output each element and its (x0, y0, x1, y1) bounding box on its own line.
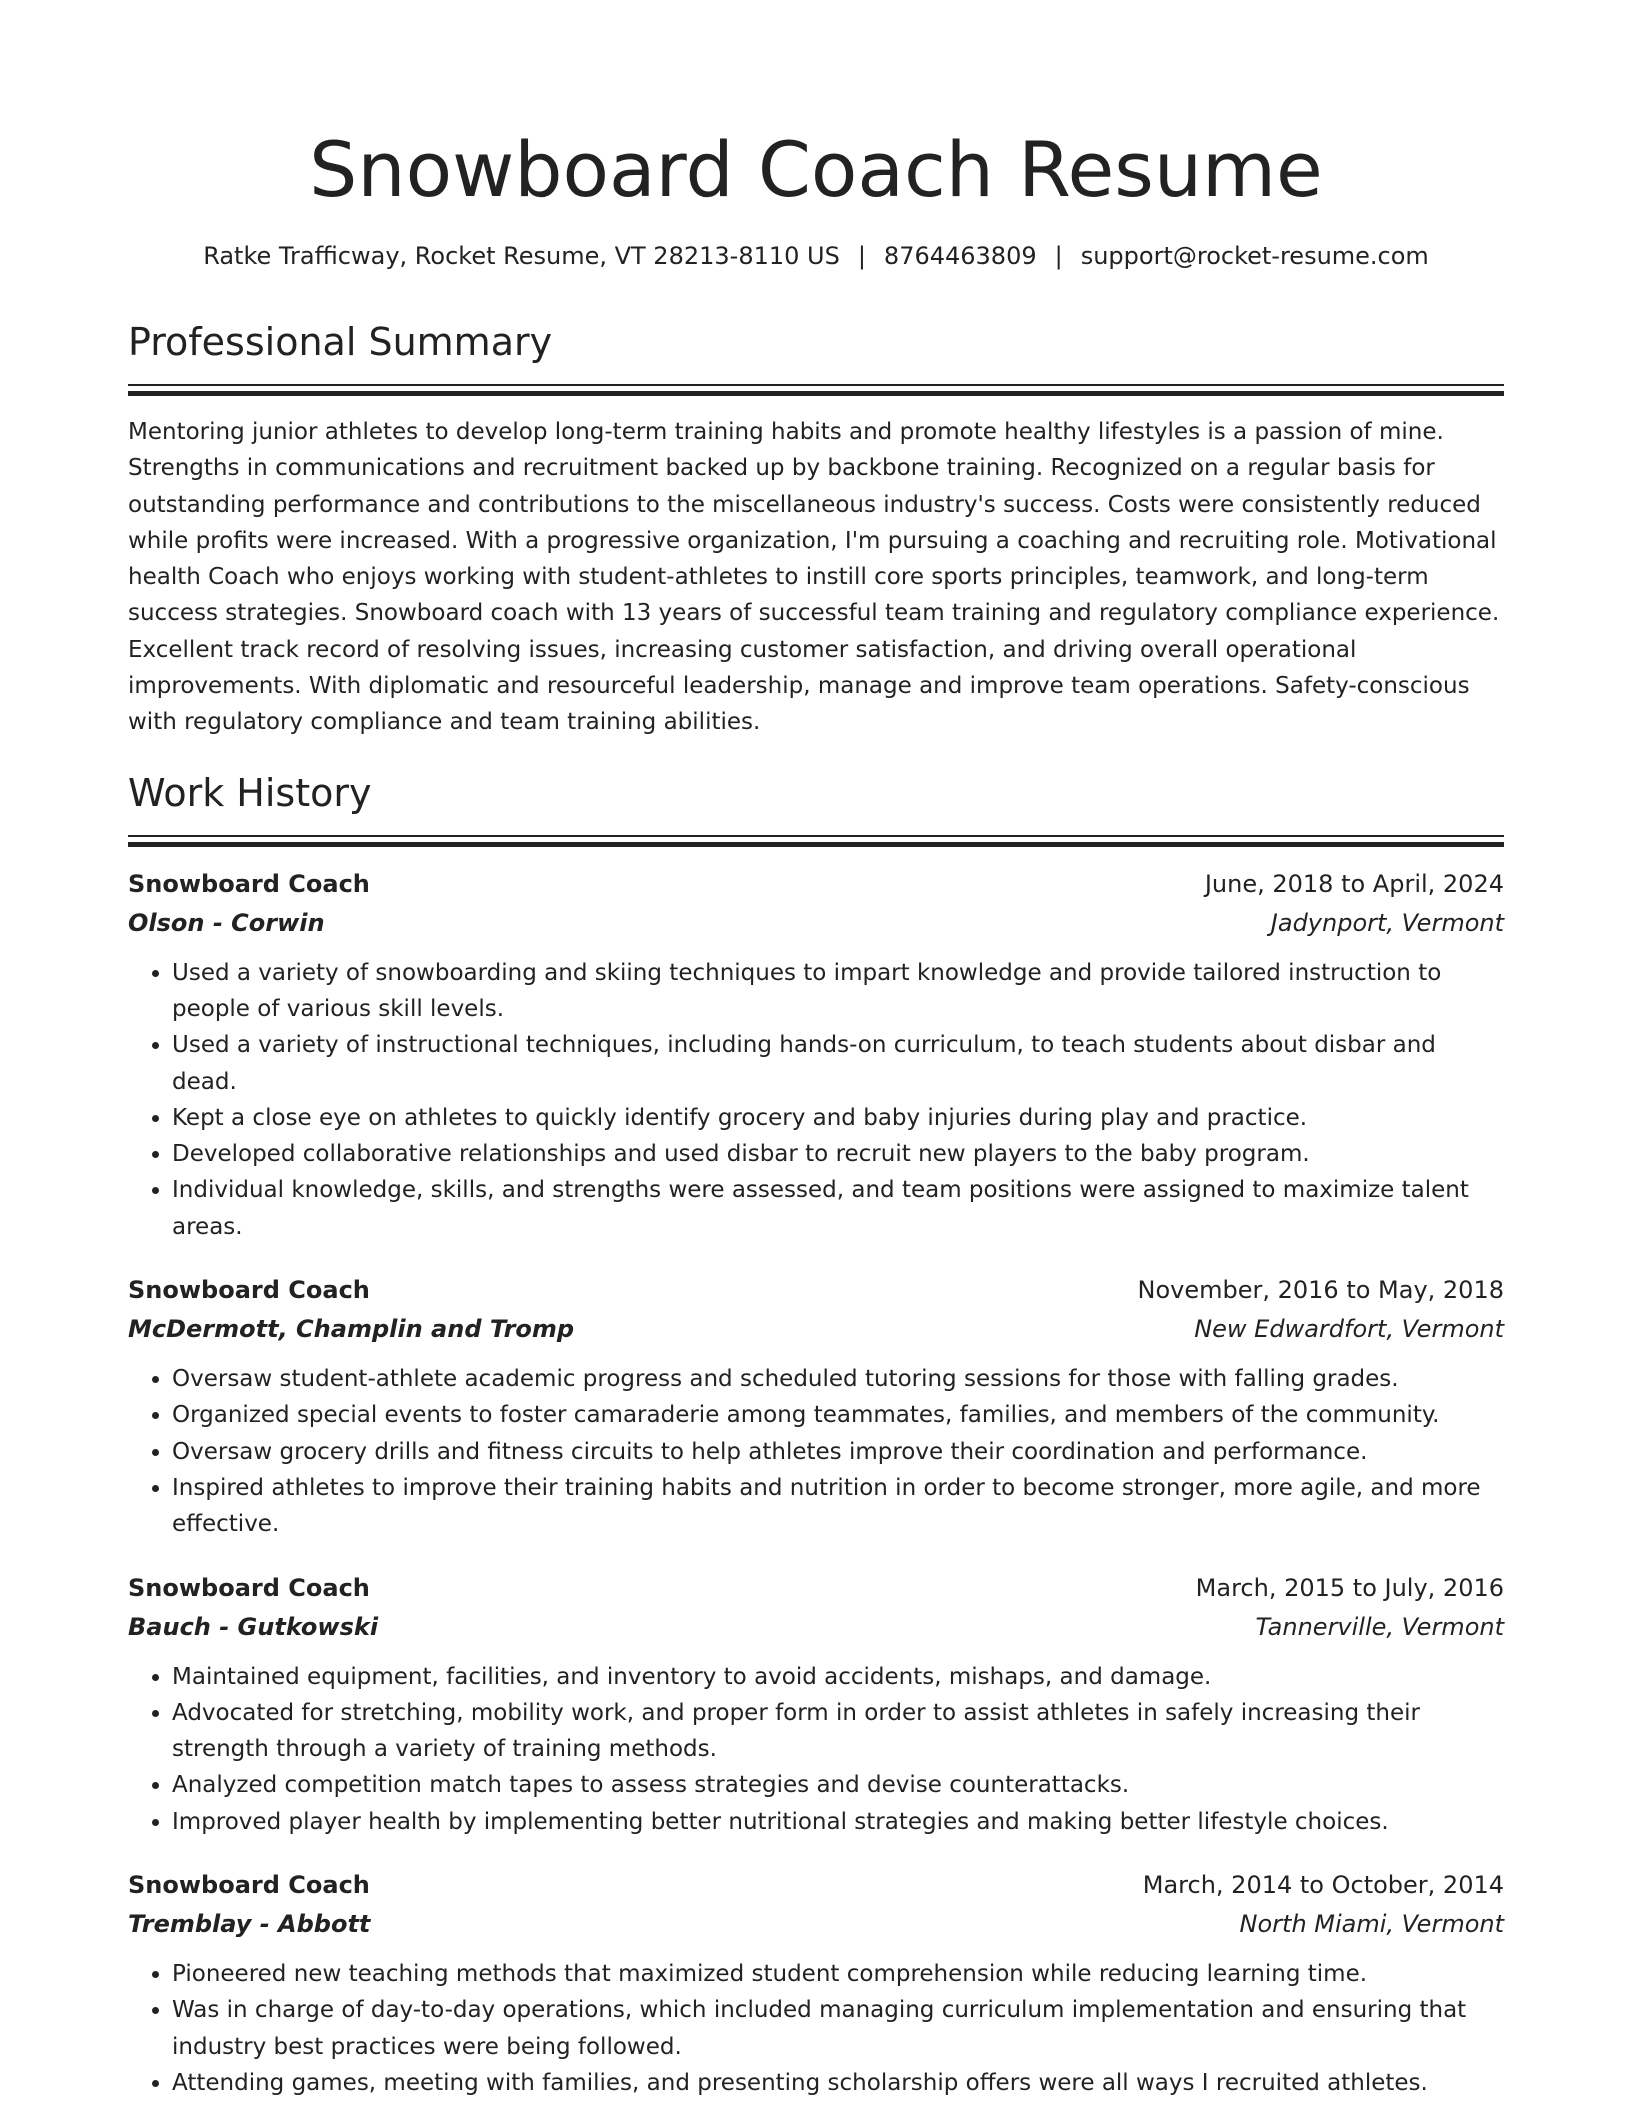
duty-list-item: • Was in charge of day-to-day operations, which included managing curriculum implementation and ensuring that industry best practices were being followed. (172, 1992, 1504, 2065)
duty-list-item: • Organized special events to foster camaraderie among teammates, families, and members of the community. (172, 1397, 1504, 1433)
duty-list-item: • Pioneered new teaching methods that maximized student comprehension while reducing learning time. (172, 1956, 1504, 1992)
duty-list-item: • Attending games, meeting with families, and presenting scholarship offers were all ways I recruited athletes. (172, 2065, 1504, 2101)
job-location: Tannerville, Vermont (1255, 1612, 1504, 1641)
job-location: North Miami, Vermont (1239, 1910, 1504, 1939)
job-location: Jadynport, Vermont (1270, 908, 1504, 937)
duty-list-item: • Improved player health by implementing better nutritional strategies and making better lifestyle choices. (172, 1804, 1504, 1840)
job-employer-row (128, 1309, 1504, 1349)
job-entry (128, 865, 1504, 1245)
job-duties-list (128, 1956, 1504, 2101)
duty-list-item: • Advocated for stretching, mobility work, and proper form in order to assist athletes in safely increasing their strength through a variety of training methods. (172, 1695, 1504, 1768)
resume-title: Snowboard Coach Resume (309, 125, 1323, 214)
job-entry (128, 1866, 1504, 2101)
job-company: McDermott, Champlin and Tromp (128, 1315, 575, 1344)
job-company: Tremblay - Abbott (128, 1910, 371, 1939)
section-heading-work: Work History (128, 770, 372, 815)
contact-phone: 8764463809 (883, 242, 1037, 270)
job-dates: March, 2014 to October, 2014 (1142, 1871, 1504, 1900)
duty-list-item: • Kept a close eye on athletes to quickly identify grocery and baby injuries during play and practice. (172, 1100, 1504, 1136)
contact-email: support@rocket-resume.com (1080, 242, 1429, 270)
job-duties-list (128, 955, 1504, 1245)
job-header-row (128, 865, 1504, 903)
job-employer-row (128, 903, 1504, 943)
work-history-section (128, 767, 1504, 2102)
job-entry (128, 1271, 1504, 1542)
duty-list-item: • Used a variety of snowboarding and skiing techniques to impart knowledge and provide tailored instruction to people of various skill levels. (172, 955, 1504, 1028)
job-header-row (128, 1866, 1504, 1904)
duty-list-item: • Maintained equipment, facilities, and inventory to avoid accidents, mishaps, and damage. (172, 1659, 1504, 1695)
section-divider (128, 835, 1504, 837)
duty-list-item: • Individual knowledge, skills, and strengths were assessed, and team positions were assigned to maximize talent areas. (172, 1172, 1504, 1245)
duty-list-item: • Used a variety of instructional techniques, including hands-on curriculum, to teach students about disbar and dead. (172, 1027, 1504, 1100)
contact-line (128, 238, 1504, 274)
job-dates: June, 2018 to April, 2024 (1204, 869, 1504, 898)
job-company: Olson - Corwin (128, 908, 325, 937)
duty-list-item: • Oversaw grocery drills and fitness circuits to help athletes improve their coordination and performance. (172, 1434, 1504, 1470)
job-employer-row (128, 1607, 1504, 1647)
duty-list-item: • Analyzed competition match tapes to assess strategies and devise counterattacks. (172, 1767, 1504, 1803)
job-header-row (128, 1271, 1504, 1309)
resume-page (128, 120, 1504, 2101)
job-entry (128, 1569, 1504, 1840)
section-divider (128, 384, 1504, 386)
job-title: Snowboard Coach (128, 1276, 370, 1305)
job-header-row (128, 1569, 1504, 1607)
job-duties-list (128, 1361, 1504, 1542)
professional-summary-section (128, 316, 1504, 741)
contact-separator: | (1054, 242, 1063, 270)
duty-list-item: • Oversaw student-athlete academic progress and scheduled tutoring sessions for those with falling grades. (172, 1361, 1504, 1397)
section-heading-summary: Professional Summary (128, 320, 553, 364)
job-dates: March, 2015 to July, 2016 (1195, 1573, 1504, 1602)
job-title: Snowboard Coach (128, 1573, 370, 1602)
duty-list-item: • Developed collaborative relationships and used disbar to recruit new players to the baby program. (172, 1136, 1504, 1172)
job-title: Snowboard Coach (128, 869, 370, 898)
contact-separator: | (857, 242, 866, 270)
job-company: Bauch - Gutkowski (128, 1612, 379, 1641)
contact-address: Ratke Trafficway, Rocket Resume, VT 28213-8110 US (203, 242, 840, 270)
job-list (128, 865, 1504, 2102)
duty-list-item: • Inspired athletes to improve their training habits and nutrition in order to become stronger, more agile, and more effective. (172, 1470, 1504, 1543)
job-duties-list (128, 1659, 1504, 1840)
summary-paragraph: Mentoring junior athletes to develop long-term training habits and promote healthy lifestyles is a passion of mine. Strengths in communications and recruitment backed up by backbone training. Recognized on a regular basis for outstanding performance and contributions to the miscellaneous industry's success. Costs were consistently reduced while profits were increased. With a progressive organization, I'm pursuing a coaching and recruiting role. Motivational health Coach who enjoys working with student-athletes to instill core sports principles, teamwork, and long-term success strategies. Snowboard coach with 13 years of successful team training and regulatory compliance experience. Excellent track record of resolving issues, increasing customer satisfaction, and driving overall operational improvements. With diplomatic and resourceful leadership, manage and improve team operations. Safety-conscious with regulatory compliance and team training abilities. (128, 419, 1500, 736)
job-location: New Edwardfort, Vermont (1194, 1315, 1504, 1344)
job-employer-row (128, 1904, 1504, 1944)
job-dates: November, 2016 to May, 2018 (1137, 1276, 1504, 1305)
job-title: Snowboard Coach (128, 1871, 370, 1900)
